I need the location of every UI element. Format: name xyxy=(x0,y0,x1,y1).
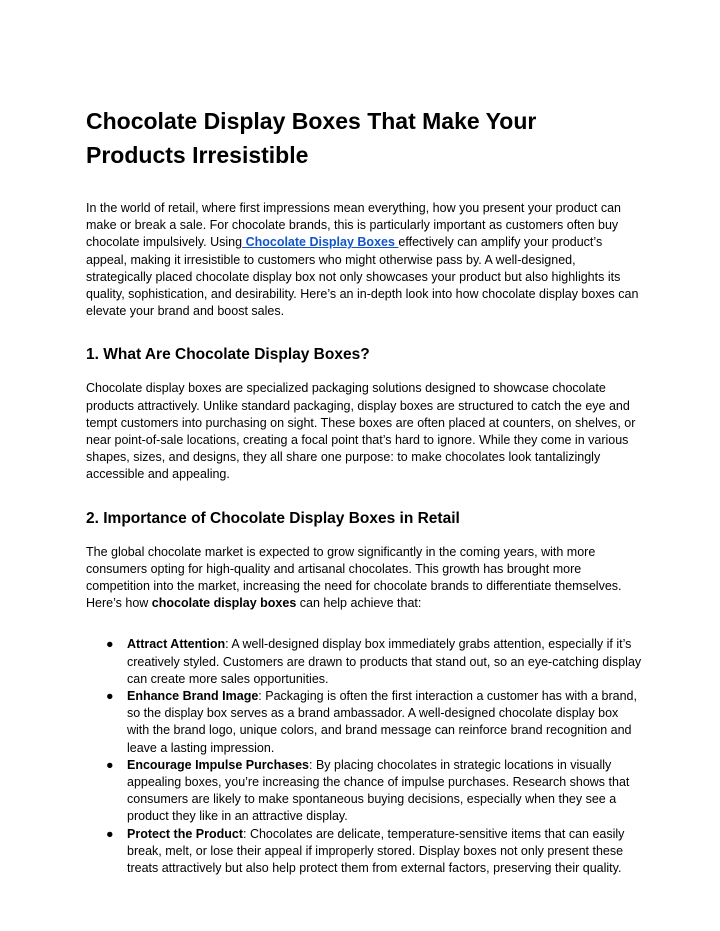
intro-text-before-link: In the world of retail, where first impressions mean everything, how you present your product can make or break a sale. For chocolate brands, this is particularly important as customers often buy chocolate impulsively. Using xyxy=(86,201,621,250)
list-item-term: Encourage Impulse Purchases xyxy=(127,757,310,772)
list-item-text: : Packaging is often the first interaction a customer has with a brand, so the display box serves as a brand ambassador. A well-designed chocolate display box with the brand logo, unique colors, and brand message can reinforce brand recognition and leave a lasting impression. xyxy=(127,689,637,755)
intro-paragraph xyxy=(86,200,642,320)
intro-text-after-link: effectively can amplify your product’s appeal, making it irresistible to customers who might otherwise pass by. A well-designed, strategically placed chocolate display box not only showcases your product but also highlights its quality, sophistication, and desirability. Here’s an in-depth look into how chocolate display boxes can elevate your brand and boost sales. xyxy=(86,235,639,319)
list-item xyxy=(86,826,642,878)
section-2-paragraph xyxy=(86,544,642,613)
bullet-icon: ● xyxy=(106,637,114,652)
list-item-text: : By placing chocolates in strategic locations in visually appealing boxes, you’re increasing the chance of impulse purchases. Research shows that consumers are likely to make spontaneous buying decisions, especially when they see a product they like in an attractive display. xyxy=(127,757,630,824)
list-item xyxy=(86,757,642,826)
document-page xyxy=(86,104,642,877)
list-item-term: Attract Attention xyxy=(127,637,226,652)
list-item-text: : A well-designed display box immediately grabs attention, especially if it’s creatively styled. Customers are drawn to products that stand out, so an eye-catching display can create more sales opportunities. xyxy=(127,637,642,686)
list-item-text: : Chocolates are delicate, temperature-sensitive items that can easily break, melt, or lose their appeal if improperly stored. Display boxes not only present these treats attractively but also help protect them from external factors, preserving their quality. xyxy=(127,826,625,876)
bullet-icon: ● xyxy=(106,826,114,841)
benefits-list xyxy=(86,636,642,877)
chocolate-display-boxes-link[interactable]: Chocolate Display Boxes xyxy=(242,235,399,250)
section-2-bold-phrase: chocolate display boxes xyxy=(151,596,297,611)
bullet-icon: ● xyxy=(106,757,114,772)
list-item xyxy=(86,688,642,757)
section-1-heading: 1. What Are Chocolate Display Boxes? xyxy=(86,346,370,364)
section-2-heading: 2. Importance of Chocolate Display Boxes in Retail xyxy=(86,509,460,527)
section-2-text-before-bold: The global chocolate market is expected to grow significantly in the coming years, with more consumers opting for high-quality and artisanal chocolates. This growth has brought more competition into the market, increasing the need for chocolate brands to differentiate themselves. Here’s how xyxy=(86,544,622,611)
page-title: Chocolate Display Boxes That Make Your Products Irresistible xyxy=(86,108,537,168)
section-1-paragraph: Chocolate display boxes are specialized packaging solutions designed to showcase chocolate products attractively. Unlike standard packaging, display boxes are structured to catch the eye and tempt customers into purchasing on sight. These boxes are often placed at counters, on shelves, or near point-of-sale locations, creating a focal point that’s hard to ignore. While they come in various shapes, sizes, and designs, they all share one purpose: to make chocolates look tantalizingly accessible and appealing. xyxy=(86,381,636,482)
bullet-icon: ● xyxy=(106,689,114,704)
list-item-term: Enhance Brand Image xyxy=(127,689,259,704)
list-item-term: Protect the Product xyxy=(127,826,243,841)
section-2-text-after-bold: can help achieve that: xyxy=(296,596,422,611)
list-item xyxy=(86,636,642,688)
